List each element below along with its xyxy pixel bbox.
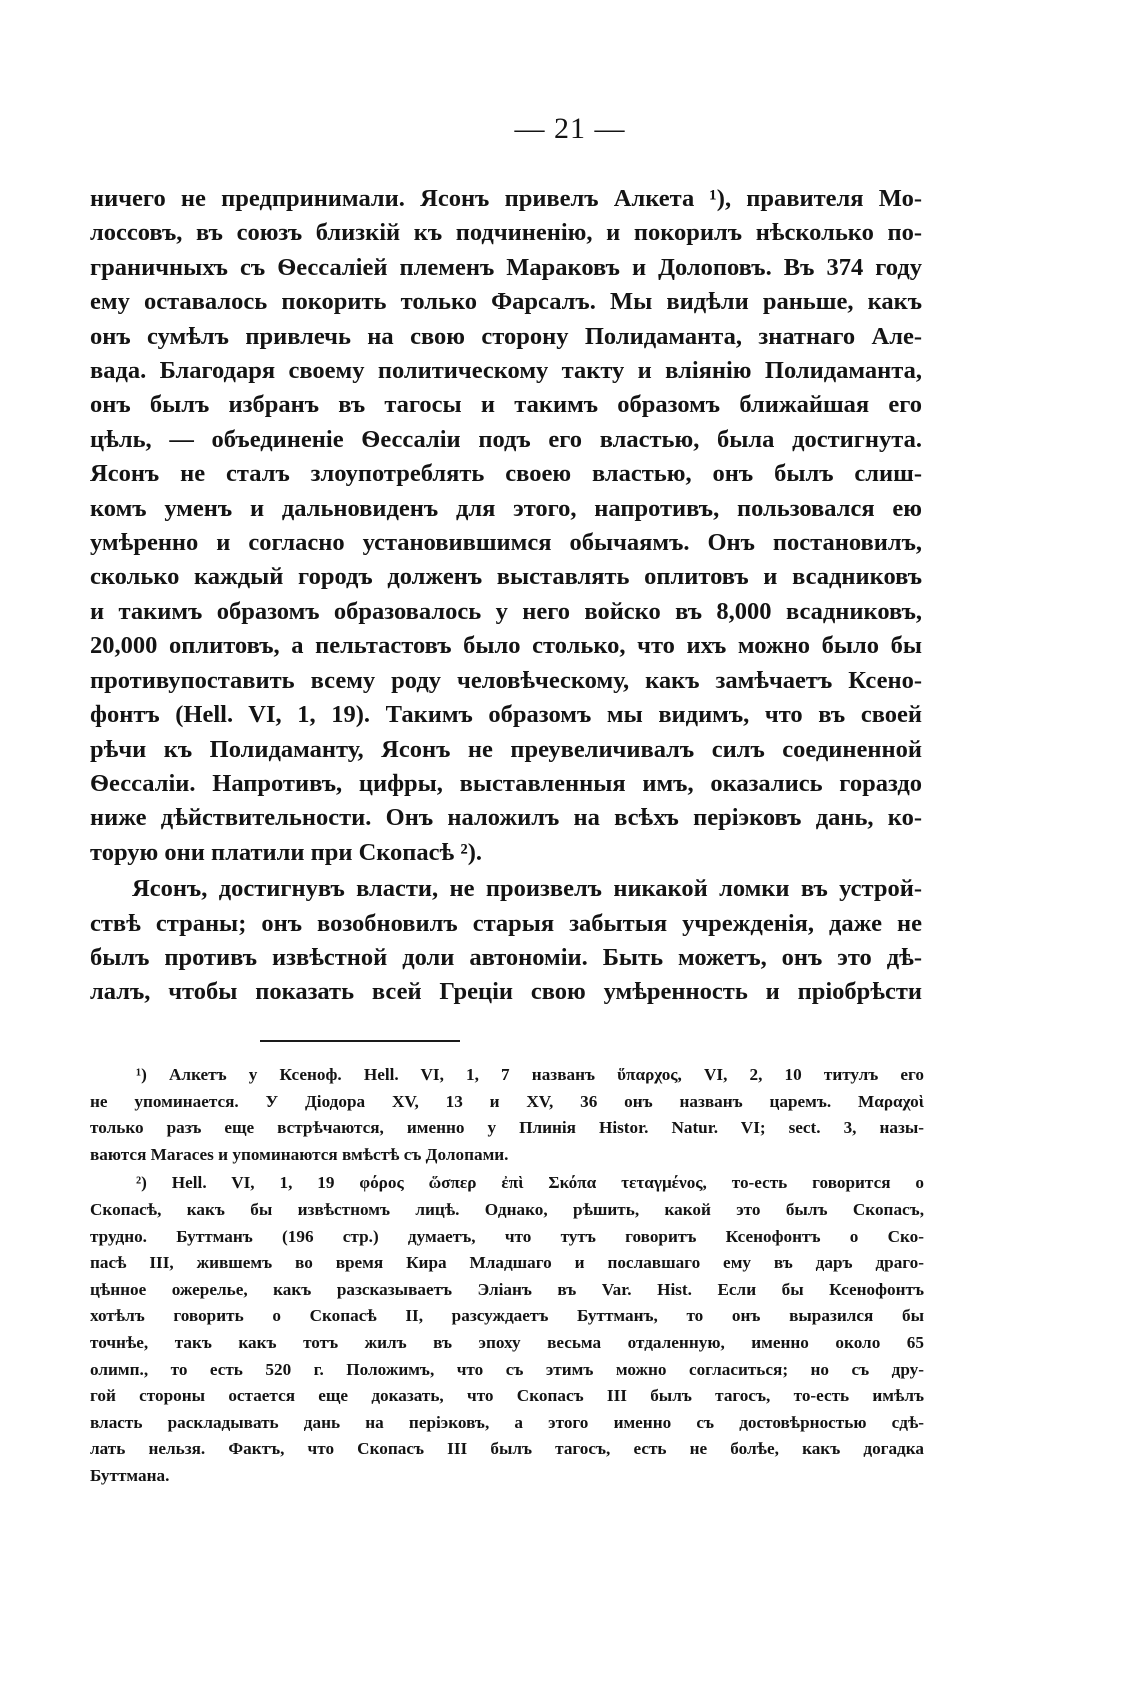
footnotes xyxy=(90,1062,924,1490)
footnote-line: ваются Маrасеs и упоминаются вмѣстѣ съ Долопами. xyxy=(90,1144,509,1164)
text-line: лоссовъ, въ союзъ близкій къ подчиненію, и покорилъ нѣсколько по- xyxy=(90,219,922,247)
footnote-line: олимп., то есть 520 г. Положимъ, что съ этимъ можно согласиться; но съ дру- xyxy=(90,1359,924,1379)
footnote-line: Скопасѣ, какъ бы извѣстномъ лицѣ. Однако, рѣшить, какой это былъ Скопасъ, xyxy=(90,1199,924,1219)
text-line: ниже дѣйствительности. Онъ наложилъ на всѣхъ періэковъ дань, ко- xyxy=(90,804,922,832)
footnote-line: власть раскладывать дань на періэковъ, а этого именно съ достовѣрностью сдѣ- xyxy=(90,1412,924,1432)
text-line: умѣренно и согласно установившимся обычаямъ. Онъ постановилъ, xyxy=(90,529,922,557)
footnote-line: точнѣе, такъ какъ тотъ жилъ въ эпоху весьма отдаленную, именно около 65 xyxy=(90,1332,924,1352)
page-number: — 21 — xyxy=(514,112,626,145)
text-line: 20,000 оплитовъ, а пельтастовъ было столько, что ихъ можно было бы xyxy=(90,632,922,660)
text-line: былъ противъ извѣстной доли автономіи. Быть можетъ, онъ это дѣ- xyxy=(90,943,922,971)
paragraph xyxy=(90,182,922,870)
text-line: Ясонъ не сталъ злоупотреблять своею властью, онъ былъ слиш- xyxy=(90,460,922,488)
text-line: вада. Благодаря своему политическому такту и вліянію Полидаманта, xyxy=(90,357,922,385)
text-line: онъ былъ избранъ въ тагосы и такимъ образомъ ближайшая его xyxy=(90,391,922,419)
footnote-line: цѣнное ожерелье, какъ разсказываетъ Эліанъ въ Var. Hist. Если бы Ксенофонтъ xyxy=(90,1279,924,1299)
text-line: и такимъ образомъ образовалось у него войско въ 8,000 всадниковъ, xyxy=(90,597,922,625)
text-line: сколько каждый городъ долженъ выставлять оплитовъ и всадниковъ xyxy=(90,563,922,591)
text-line: Ѳессаліи. Напротивъ, цифры, выставленныя имъ, оказались гораздо xyxy=(90,769,922,797)
text-line: противупоставить всему роду человѣческому, какъ замѣчаетъ Ксено- xyxy=(90,666,922,694)
text-line: торую они платили при Скопасѣ ²). xyxy=(90,838,482,866)
text-line: лалъ, чтобы показать всей Греціи свою умѣренность и пріобрѣсти xyxy=(90,978,922,1006)
footnote-2 xyxy=(90,1170,924,1489)
text-line: граничныхъ съ Ѳессаліей племенъ Мараковъ и Долоповъ. Въ 374 году xyxy=(90,253,922,281)
footnote-line: ²) Hell. VI, 1, 19 φόρος ὥσπερ ἐπὶ Σκόπα τεταγμένος, то-есть говорится о xyxy=(136,1173,924,1193)
footnote-line: не упоминается. У Діодора XV, 13 и XV, 36 онъ названъ царемъ. Μαραχοὶ xyxy=(90,1091,924,1111)
footnote-line: только разъ еще встрѣчаются, именно у Плинія Histor. Natur. VI; sect. 3, назы- xyxy=(90,1118,924,1138)
paragraph xyxy=(90,872,922,1010)
footnote-1 xyxy=(90,1062,924,1168)
footnote-line: хотѣлъ говорить о Скопасѣ II, разсуждаетъ Буттманъ, то онъ выразился бы xyxy=(90,1306,924,1326)
text-line: ствѣ страны; онъ возобновилъ старыя забытыя учрежденія, даже не xyxy=(90,909,922,937)
text-line: Ясонъ, достигнувъ власти, не произвелъ никакой ломки въ устрой- xyxy=(132,875,922,903)
footnote-line: трудно. Буттманъ (196 стр.) думаетъ, что тутъ говоритъ Ксенофонтъ о Ско- xyxy=(90,1226,924,1246)
footnote-line: гой стороны остается еще доказать, что Скопасъ III былъ тагосъ, то-есть имѣлъ xyxy=(90,1386,924,1406)
footnote-line: лать нельзя. Фактъ, что Скопасъ III былъ тагосъ, есть не болѣе, какъ догадка xyxy=(90,1439,924,1459)
text-line: ему оставалось покорить только Фарсалъ. Мы видѣли раньше, какъ xyxy=(90,288,922,316)
footnote-line: Буттмана. xyxy=(90,1465,170,1485)
text-line: фонтъ (Hell. VI, 1, 19). Такимъ образомъ мы видимъ, что въ своей xyxy=(90,701,922,729)
footnote-divider xyxy=(260,1040,460,1042)
footnote-line: ¹) Алкетъ у Ксеноф. Hell. VI, 1, 7 названъ ὕπαρχος, VI, 2, 10 титулъ его xyxy=(136,1065,924,1084)
text-line: комъ уменъ и дальновиденъ для этого, напротивъ, пользовался ею xyxy=(90,494,922,522)
main-text xyxy=(90,182,922,1010)
text-line: ничего не предпринимали. Ясонъ привелъ Алкета ¹), правителя Мо- xyxy=(90,185,922,212)
text-line: онъ сумѣлъ привлечь на свою сторону Полидаманта, знатнаго Але- xyxy=(90,322,922,350)
footnote-line: пасѣ III, жившемъ во время Кира Младшаго и пославшаго ему въ даръ драго- xyxy=(90,1253,924,1273)
text-line: рѣчи къ Полидаманту, Ясонъ не преувеличивалъ силъ соединенной xyxy=(90,735,922,763)
text-line: цѣль, — объединеніе Ѳессаліи подъ его властью, была достигнута. xyxy=(90,425,922,453)
